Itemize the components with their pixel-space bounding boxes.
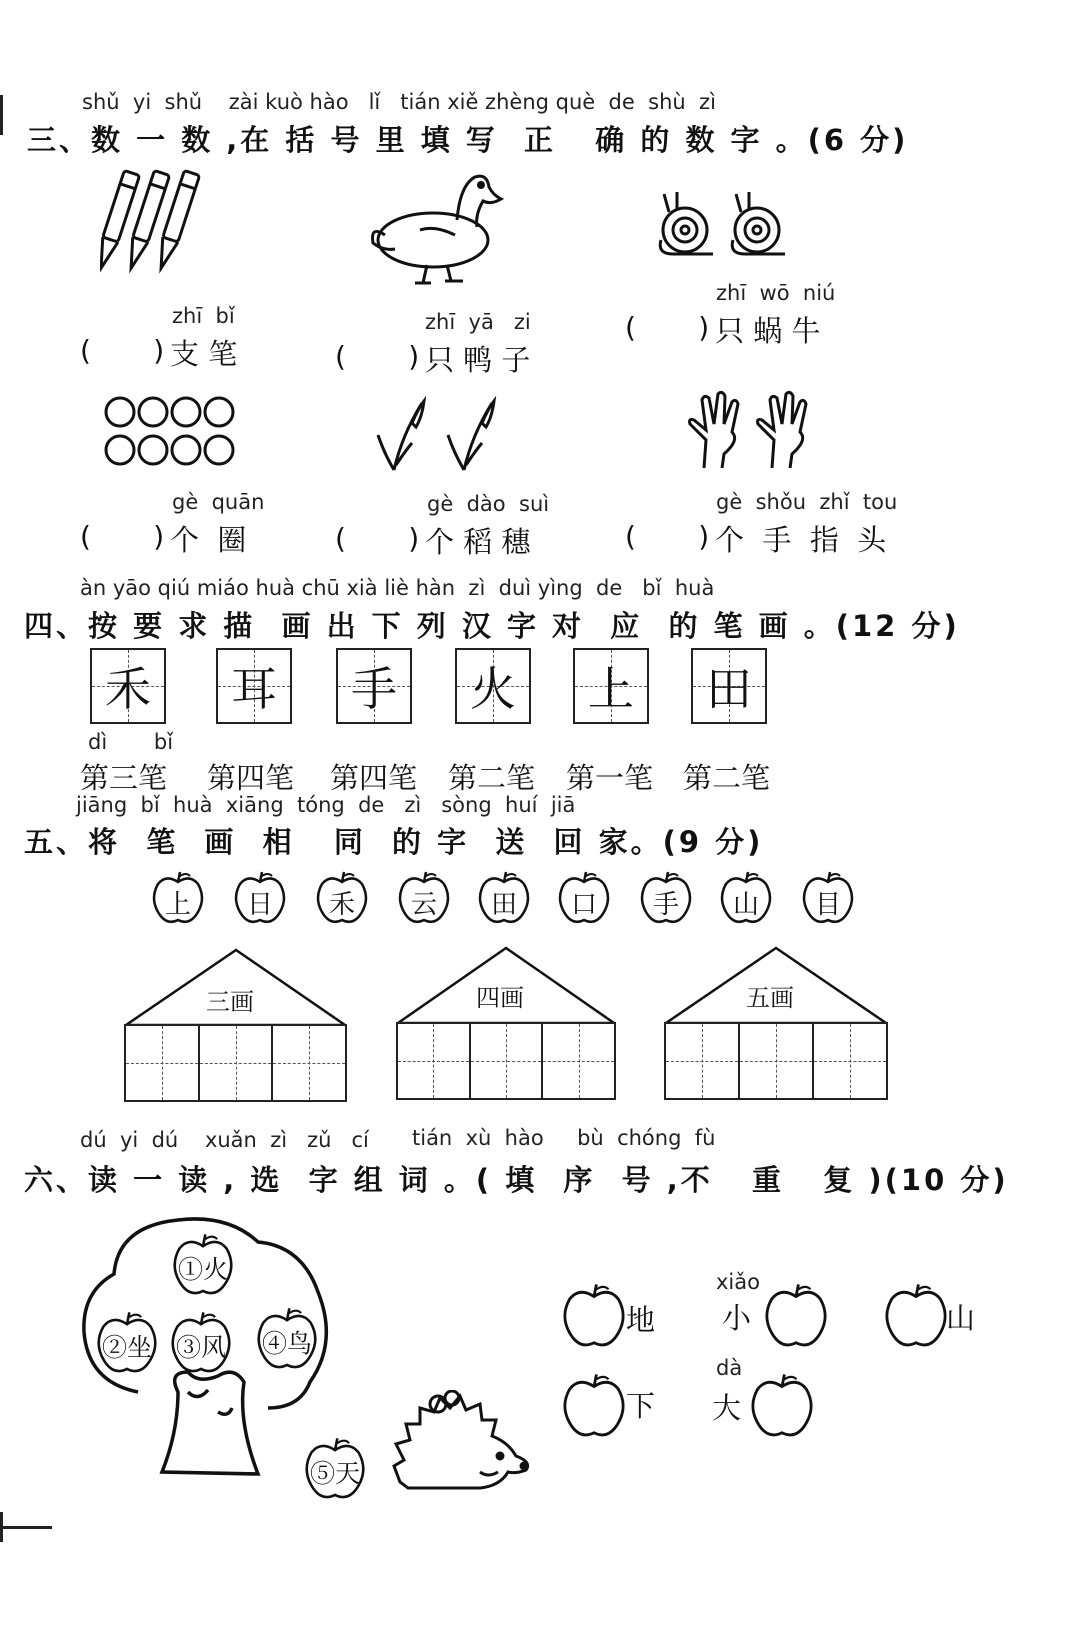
s3-item-1-label: 支 笔 xyxy=(170,337,238,371)
tree-apple-4 xyxy=(254,1306,320,1372)
house-five-strokes xyxy=(664,946,888,1100)
s3-title: 三、数 一 数 ,在 括 号 里 填 写 正 确 的 数 字 。(6 分) xyxy=(27,123,909,157)
tree-apple-2 xyxy=(94,1310,160,1376)
word-char-1: 地 xyxy=(626,1303,656,1337)
s3-item-2-pinyin: zhī yā zi xyxy=(425,310,531,334)
s5-title: 五、将 笔 画 相 同 的 字 送 回 家。(9 分) xyxy=(24,825,764,859)
word-char-2: 小 xyxy=(722,1301,752,1335)
stroke-apple-char: 田 xyxy=(490,890,517,920)
stroke-apple-6[interactable] xyxy=(558,870,610,926)
pens-illustration xyxy=(100,168,225,283)
s6-pinyin-a: dú yi dú xuǎn zì zǔ cí xyxy=(80,1128,369,1152)
s3-item-1-pinyin: zhī bǐ xyxy=(172,304,235,328)
stroke-apple-char: 云 xyxy=(410,890,437,920)
s6-title: 六、读 一 读 , 选 字 组 词 。( 填 序 号 ,不 重 复 )(10 分) xyxy=(24,1163,1009,1197)
char-box-2[interactable] xyxy=(216,648,292,724)
stroke-apple-char: 目 xyxy=(814,890,841,920)
char-box-6[interactable] xyxy=(691,648,767,724)
tree-apple-5 xyxy=(302,1436,368,1502)
house-three-strokes xyxy=(124,948,347,1102)
stroke-apple-8[interactable] xyxy=(720,870,772,926)
rice-ears-illustration xyxy=(372,395,502,475)
word-char-4: 下 xyxy=(626,1389,656,1423)
tree-apple-label: ③风 xyxy=(175,1333,226,1362)
house-label-four: 四画 xyxy=(476,984,524,1012)
circles-illustration xyxy=(104,394,239,470)
char-box-5-char: 上 xyxy=(588,662,634,716)
s3-item-5-label: 个 稻 穗 xyxy=(425,525,531,559)
s3-item-5-answer-blank[interactable]: ( ) xyxy=(335,522,420,555)
stroke-label-3: 第四笔 xyxy=(330,761,418,795)
snails-illustration xyxy=(655,188,795,263)
tree-apple-label: ④鸟 xyxy=(261,1329,312,1358)
stroke-label-6: 第二笔 xyxy=(683,761,771,795)
word-char-5: 大 xyxy=(712,1391,742,1425)
word-answer-apple-4[interactable] xyxy=(562,1372,626,1440)
s5-pinyin: jiāng bǐ huà xiāng tóng de zì sòng huí jiā xyxy=(76,793,576,817)
house-label-three: 三画 xyxy=(206,988,254,1016)
s3-item-3-pinyin: zhī wō niú xyxy=(716,281,836,305)
page-edge-mark xyxy=(0,95,3,135)
stroke-apple-char: 禾 xyxy=(328,890,355,920)
s3-item-6-label: 个 手 指 头 xyxy=(715,523,887,557)
char-box-2-char: 耳 xyxy=(231,662,277,716)
s3-item-4-answer-blank[interactable]: ( ) xyxy=(80,520,165,553)
house-five-grid[interactable] xyxy=(664,1022,888,1100)
s3-pinyin: shǔ yi shǔ zài kuò hào lǐ tián xiě zhèng què de shù zì xyxy=(82,90,716,114)
stroke-apple-5[interactable] xyxy=(478,870,530,926)
word-answer-apple-3[interactable] xyxy=(884,1282,948,1350)
s3-item-1-answer-blank[interactable]: ( ) xyxy=(80,334,165,367)
s3-item-3-label: 只 蜗 牛 xyxy=(715,314,821,348)
stroke-apple-1[interactable] xyxy=(152,870,204,926)
stroke-label-2: 第四笔 xyxy=(207,761,295,795)
s3-item-2-label: 只 鸭 子 xyxy=(425,343,531,377)
s3-item-4-pinyin: gè quān xyxy=(172,490,265,514)
word-answer-apple-5[interactable] xyxy=(750,1372,814,1440)
hedgehog-illustration xyxy=(390,1390,535,1495)
stroke-apple-9[interactable] xyxy=(802,870,854,926)
stroke-apple-char: 口 xyxy=(570,890,597,920)
house-label-five: 五画 xyxy=(746,984,794,1012)
tree-apple-1 xyxy=(170,1232,236,1298)
s3-item-6-pinyin: gè shǒu zhǐ tou xyxy=(716,490,898,514)
char-box-3-char: 手 xyxy=(351,662,397,716)
page-edge-mark-bottom xyxy=(0,1512,3,1542)
stroke-label-5: 第一笔 xyxy=(566,761,654,795)
stroke-apple-3[interactable] xyxy=(316,870,368,926)
stroke-apple-char: 山 xyxy=(732,890,759,920)
s3-item-6-answer-blank[interactable]: ( ) xyxy=(625,520,710,553)
stroke-apple-2[interactable] xyxy=(234,870,286,926)
char-box-4[interactable] xyxy=(455,648,531,724)
s3-item-3-answer-blank[interactable]: ( ) xyxy=(625,311,710,344)
s3-item-4-label: 个 圈 xyxy=(170,523,247,557)
s6-pinyin-b: tián xù hào bù chóng fù xyxy=(412,1126,716,1150)
house-four-strokes xyxy=(396,946,616,1100)
duck-illustration xyxy=(365,165,505,290)
page-bottom-mark xyxy=(0,1526,52,1529)
tree-apple-3 xyxy=(168,1310,234,1376)
stroke-label-1: 第三笔 xyxy=(80,761,168,795)
word-char-3: 山 xyxy=(946,1301,976,1335)
house-three-grid[interactable] xyxy=(124,1024,347,1102)
house-four-grid[interactable] xyxy=(396,1022,616,1100)
char-box-3[interactable] xyxy=(336,648,412,724)
stroke-label-4: 第二笔 xyxy=(448,761,536,795)
s3-item-5-pinyin: gè dào suì xyxy=(427,492,550,516)
stroke-apple-char: 手 xyxy=(652,890,679,920)
char-box-6-char: 田 xyxy=(706,662,752,716)
s4-stroke-pinyin: dì bǐ xyxy=(88,730,174,754)
char-box-1-char: 禾 xyxy=(105,662,151,716)
char-box-4-char: 火 xyxy=(470,662,516,716)
s4-title: 四、按 要 求 描 画 出 下 列 汉 字 对 应 的 笔 画 。(12 分) xyxy=(24,609,960,643)
word-answer-apple-1[interactable] xyxy=(562,1282,626,1350)
s4-pinyin: àn yāo qiú miáo huà chū xià liè hàn zì duì yìng de bǐ huà xyxy=(80,576,715,600)
word-pinyin-2: xiǎo xyxy=(716,1270,760,1294)
word-answer-apple-2[interactable] xyxy=(764,1282,828,1350)
tree-apple-label: ⑤天 xyxy=(309,1459,360,1488)
stroke-apple-4[interactable] xyxy=(398,870,450,926)
hands-illustration xyxy=(684,388,819,473)
char-box-5[interactable] xyxy=(573,648,649,724)
word-pinyin-5: dà xyxy=(716,1356,743,1380)
s3-item-2-answer-blank[interactable]: ( ) xyxy=(335,340,420,373)
stroke-apple-char: 上 xyxy=(164,890,191,920)
stroke-apple-char: 日 xyxy=(246,890,273,920)
tree-apple-label: ①火 xyxy=(177,1255,228,1284)
tree-apple-label: ②坐 xyxy=(101,1333,152,1362)
stroke-apple-7[interactable] xyxy=(640,870,692,926)
char-box-1[interactable] xyxy=(90,648,166,724)
